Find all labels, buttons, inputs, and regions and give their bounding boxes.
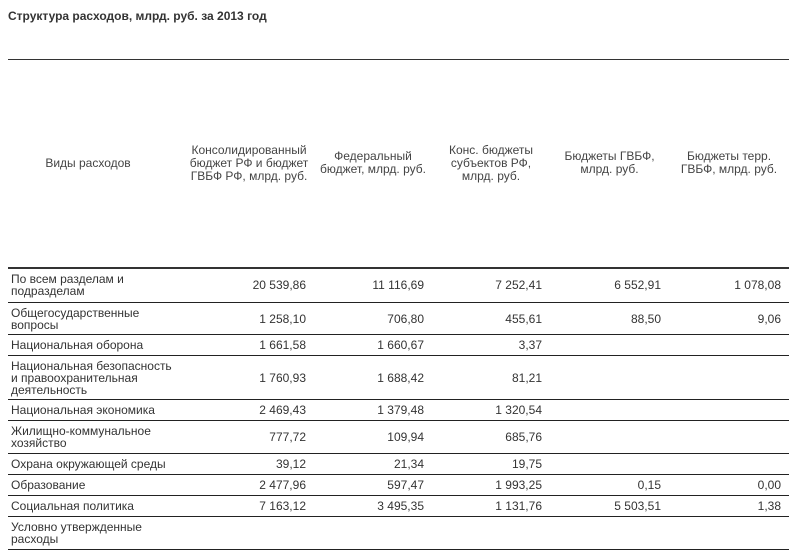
cell-value: 109,94 xyxy=(314,421,432,454)
cell-value: 7 163,12 xyxy=(184,496,314,517)
cell-value xyxy=(669,517,789,550)
cell-value xyxy=(550,400,669,421)
column-header-federal: Федеральный бюджет, млрд. руб. xyxy=(314,60,432,268)
row-label: Жилищно-коммунальное хозяйство xyxy=(8,421,184,454)
cell-value: 0,15 xyxy=(550,475,669,496)
cell-value: 0,00 xyxy=(669,475,789,496)
cell-value: 1 993,25 xyxy=(432,475,550,496)
row-label: Образование xyxy=(8,475,184,496)
table-row xyxy=(8,268,789,303)
cell-value: 19,75 xyxy=(432,454,550,475)
cell-value xyxy=(669,421,789,454)
cell-value: 20 539,86 xyxy=(184,268,314,303)
cell-value xyxy=(432,517,550,550)
cell-value: 11 116,69 xyxy=(314,268,432,303)
row-label: Общегосударственные вопросы xyxy=(8,303,184,335)
row-label: Национальная безопасность и правоохранительная деятельность xyxy=(8,356,184,400)
row-label: По всем разделам и подразделам xyxy=(8,268,184,303)
table-row xyxy=(8,454,789,475)
cell-value xyxy=(669,356,789,400)
cell-value: 3,37 xyxy=(432,335,550,356)
cell-value: 2 469,43 xyxy=(184,400,314,421)
cell-value: 455,61 xyxy=(432,303,550,335)
cell-value: 1 661,58 xyxy=(184,335,314,356)
cell-value xyxy=(550,517,669,550)
page-title: Структура расходов, млрд. руб. за 2013 год xyxy=(8,9,267,23)
column-header-consolidated: Консолидированный бюджет РФ и бюджет ГВБФ РФ, млрд. руб. xyxy=(184,60,314,268)
table-row xyxy=(8,421,789,454)
cell-value: 1 078,08 xyxy=(669,268,789,303)
cell-value: 6 552,91 xyxy=(550,268,669,303)
cell-value xyxy=(314,517,432,550)
table-header-row xyxy=(8,60,789,268)
cell-value: 21,34 xyxy=(314,454,432,475)
column-header-terr-gvbf: Бюджеты терр. ГВБФ, млрд. руб. xyxy=(669,60,789,268)
cell-value: 706,80 xyxy=(314,303,432,335)
row-label: Социальная политика xyxy=(8,496,184,517)
cell-value xyxy=(550,454,669,475)
cell-value: 5 503,51 xyxy=(550,496,669,517)
cell-value: 597,47 xyxy=(314,475,432,496)
column-header-type: Виды расходов xyxy=(8,60,184,268)
cell-value: 39,12 xyxy=(184,454,314,475)
cell-value: 7 252,41 xyxy=(432,268,550,303)
cell-value: 1,38 xyxy=(669,496,789,517)
table-row xyxy=(8,356,789,400)
cell-value: 1 379,48 xyxy=(314,400,432,421)
row-label: Национальная экономика xyxy=(8,400,184,421)
cell-value: 9,06 xyxy=(669,303,789,335)
table-row xyxy=(8,496,789,517)
table-row xyxy=(8,475,789,496)
cell-value xyxy=(669,454,789,475)
cell-value xyxy=(669,400,789,421)
cell-value xyxy=(550,421,669,454)
cell-value: 1 760,93 xyxy=(184,356,314,400)
cell-value xyxy=(550,356,669,400)
cell-value: 2 477,96 xyxy=(184,475,314,496)
table-row xyxy=(8,335,789,356)
cell-value: 1 258,10 xyxy=(184,303,314,335)
column-header-regional: Конс. бюджеты субъектов РФ, млрд. руб. xyxy=(432,60,550,268)
table-row xyxy=(8,303,789,335)
cell-value: 1 131,76 xyxy=(432,496,550,517)
table-row xyxy=(8,400,789,421)
cell-value xyxy=(669,335,789,356)
row-label: Охрана окружающей среды xyxy=(8,454,184,475)
cell-value: 1 320,54 xyxy=(432,400,550,421)
table-row xyxy=(8,517,789,550)
column-header-gvbf: Бюджеты ГВБФ, млрд. руб. xyxy=(550,60,669,268)
row-label: Национальная оборона xyxy=(8,335,184,356)
cell-value: 81,21 xyxy=(432,356,550,400)
cell-value: 777,72 xyxy=(184,421,314,454)
cell-value xyxy=(550,335,669,356)
cell-value xyxy=(184,517,314,550)
cell-value: 1 688,42 xyxy=(314,356,432,400)
cell-value: 685,76 xyxy=(432,421,550,454)
row-label: Условно утвержденные расходы xyxy=(8,517,184,550)
cell-value: 3 495,35 xyxy=(314,496,432,517)
expenses-table xyxy=(8,59,789,550)
cell-value: 88,50 xyxy=(550,303,669,335)
cell-value: 1 660,67 xyxy=(314,335,432,356)
